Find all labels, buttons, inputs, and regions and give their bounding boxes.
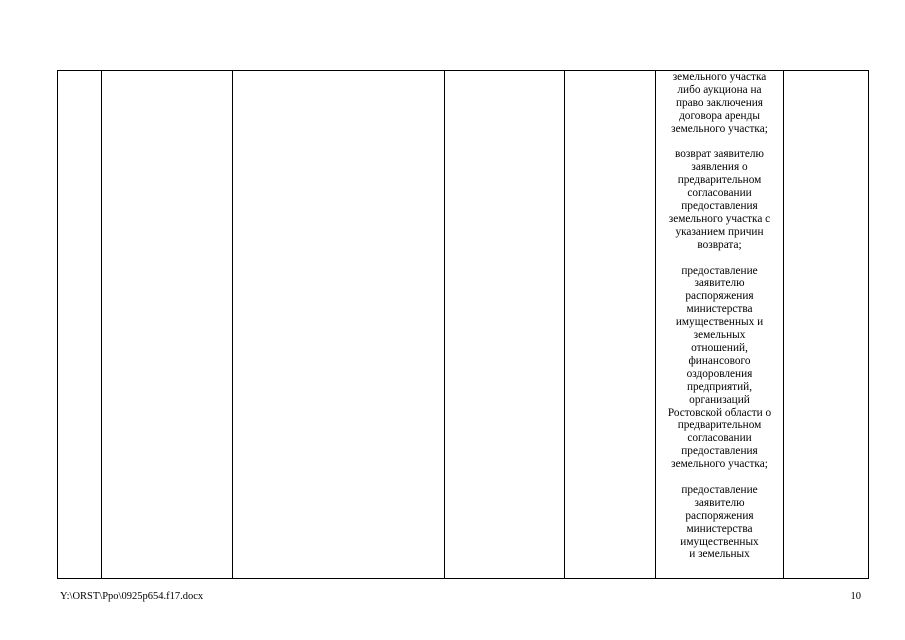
table-cell-2	[102, 71, 233, 579]
table-cell-1	[58, 71, 102, 579]
table-cell-7	[784, 71, 869, 579]
document-table	[57, 70, 869, 579]
page-number: 10	[850, 591, 861, 602]
table-row	[58, 71, 869, 579]
result-paragraph-3: предоставление заявителю распоряжения министерства имущественных и земельных отношений, финансового оздоровления предприятий, организаций Ростовской области о предварительном согласовании предоставления земельного участка;	[667, 264, 772, 471]
table-cell-4	[445, 71, 565, 579]
footer-file-path: Y:\ORST\Ppo\0925p654.f17.docx	[60, 591, 204, 602]
result-paragraph-2: возврат заявителю заявления о предварительном согласовании предоставления земельного участка с указанием причин возврата;	[668, 148, 771, 251]
result-cell	[656, 71, 784, 579]
table-cell-5	[565, 71, 656, 579]
result-paragraph-4: предоставление заявителю распоряжения министерства имущественных и земельных	[680, 483, 759, 561]
table-cell-3	[233, 71, 445, 579]
result-paragraph-1: земельного участка либо аукциона на право заключения договора аренды земельного участка;	[671, 71, 768, 135]
